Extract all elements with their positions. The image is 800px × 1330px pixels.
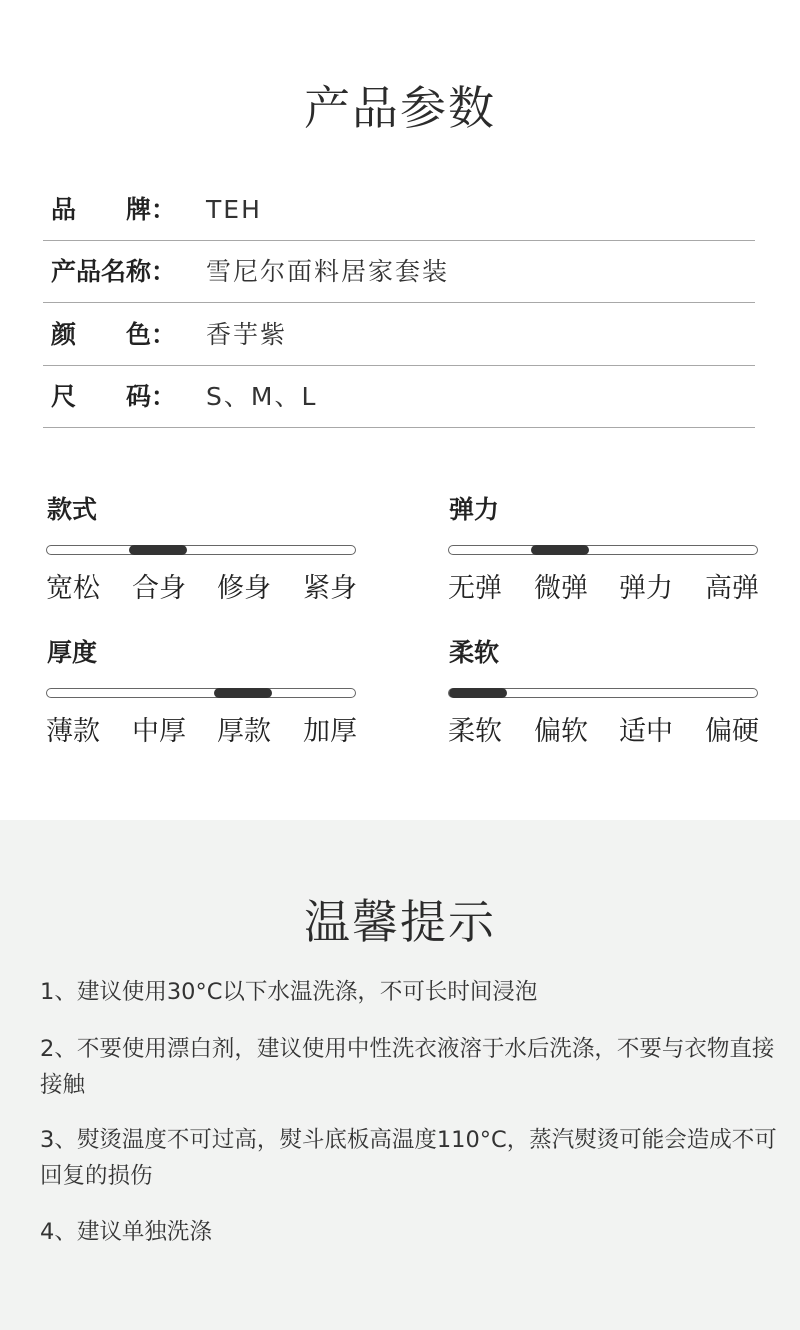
scale-labels	[448, 566, 768, 602]
scale-option: 微弹	[534, 573, 588, 604]
scale-option: 薄款	[46, 716, 100, 747]
scale-indicator	[129, 545, 187, 555]
scale-softness	[448, 633, 758, 763]
tips-section	[0, 820, 800, 1330]
param-value: 雪尼尔面料居家套装	[206, 257, 450, 286]
param-label: 尺 码：	[51, 382, 177, 411]
scale-option: 厚款	[217, 716, 271, 747]
scale-track	[448, 688, 758, 698]
scale-option: 适中	[619, 716, 673, 747]
scale-option: 弹力	[619, 573, 673, 604]
scale-option: 加厚	[303, 716, 357, 747]
scale-track	[46, 688, 356, 698]
scale-indicator	[531, 545, 589, 555]
scale-labels	[46, 709, 366, 745]
scale-title: 柔软	[449, 638, 500, 667]
tip-item: 4、建议单独洗涤	[40, 1219, 212, 1245]
scale-option: 偏软	[534, 716, 588, 747]
scale-option: 无弹	[448, 573, 502, 604]
params-title: 产品参数	[304, 81, 496, 135]
scale-title: 弹力	[449, 495, 500, 524]
param-value: S、M、L	[206, 382, 318, 411]
scale-elasticity	[448, 490, 758, 620]
scale-indicator	[214, 688, 272, 698]
tip-item: 2、不要使用漂白剂，建议使用中性洗衣液溶于水后洗涤，不要与衣物直接接触	[40, 1036, 775, 1098]
scale-labels	[448, 709, 768, 745]
scale-thickness	[46, 633, 356, 763]
tip-item: 1、建议使用30°C以下水温洗涤，不可长时间浸泡	[40, 979, 538, 1005]
scale-option: 中厚	[132, 716, 186, 747]
scale-indicator	[449, 688, 507, 698]
param-label: 颜 色：	[51, 320, 177, 349]
scale-option: 偏硬	[705, 716, 759, 747]
tip-item: 3、熨烫温度不可过高，熨斗底板高温度110°C，蒸汽熨烫可能会造成不可回复的损伤	[40, 1127, 777, 1189]
scale-title: 厚度	[47, 638, 98, 667]
param-row-product-name	[43, 241, 755, 303]
scale-option: 合身	[132, 573, 186, 604]
param-row-brand	[43, 179, 755, 241]
scale-option: 修身	[217, 573, 271, 604]
scale-track	[46, 545, 356, 555]
scale-option: 柔软	[448, 716, 502, 747]
scale-option: 宽松	[46, 573, 100, 604]
scale-option: 高弹	[705, 573, 759, 604]
param-row-color	[43, 304, 755, 366]
param-label: 品 牌：	[51, 195, 177, 224]
scale-labels	[46, 566, 366, 602]
scale-title: 款式	[47, 495, 98, 524]
tips-title: 温馨提示	[304, 895, 496, 949]
scale-track	[448, 545, 758, 555]
scale-option: 紧身	[303, 573, 357, 604]
scale-style	[46, 490, 356, 620]
param-value: 香芋紫	[206, 320, 288, 349]
param-row-size	[43, 366, 755, 428]
param-value: TEH	[206, 195, 262, 224]
param-label: 产品名称：	[51, 257, 177, 286]
